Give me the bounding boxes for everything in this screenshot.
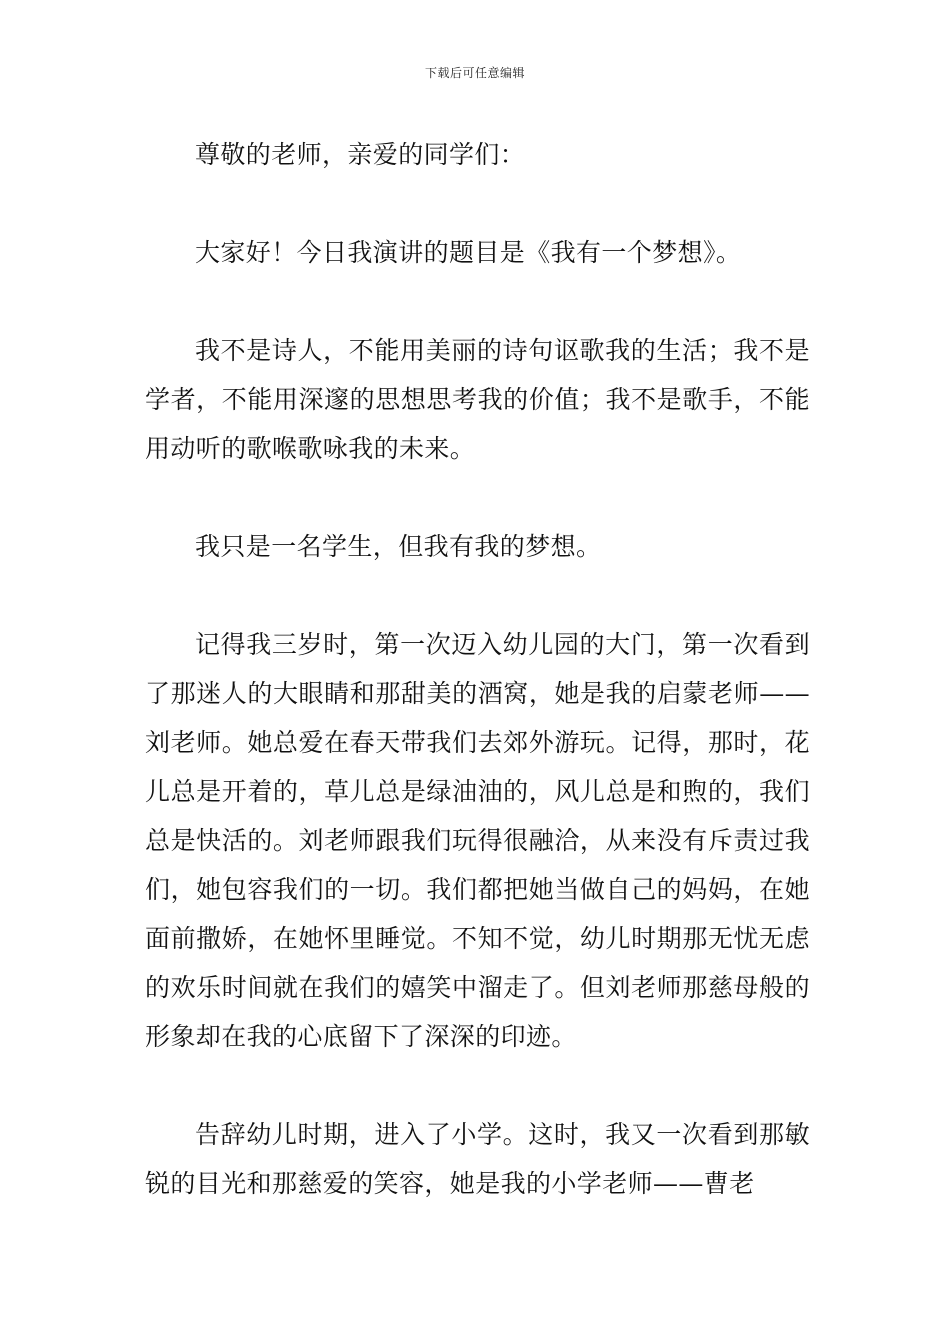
salutation-paragraph: 尊敬的老师，亲爱的同学们： <box>195 140 526 169</box>
paragraph-gap <box>145 571 810 620</box>
kindergarten-memory-paragraph: 记得我三岁时，第一次迈入幼儿园的大门，第一次看到了那迷人的大眼睛和那甜美的酒窝，她是我的启蒙老师——刘老师。她总爱在春天带我们去郊外游玩。记得，那时，花儿总是开着的，草儿总是绿油油的，风儿总是和煦的，我们总是快活的。刘老师跟我们玩得很融洽，从来没有斥责过我们，她包容我们的一切。我们都把她当做自己的妈妈，在她面前撒娇，在她怀里睡觉。不知不觉，幼儿时期那无忧无虑的欢乐时间就在我们的嬉笑中溜走了。但刘老师那慈母般的形象却在我的心底留下了深深的印迹。 <box>145 630 810 1051</box>
paragraph-gap <box>145 179 810 228</box>
student-dream-paragraph: 我只是一名学生，但我有我的梦想。 <box>195 532 602 561</box>
paragraph-gap <box>145 473 810 522</box>
intro-paragraph: 我不是诗人，不能用美丽的诗句讴歌我的生活；我不是学者，不能用深邃的思想思考我的价值；我不是歌手，不能用动听的歌喉歌咏我的未来。 <box>145 336 810 463</box>
document-body <box>145 130 810 1208</box>
paragraph-gap <box>145 277 810 326</box>
paragraph-gap <box>145 1061 810 1110</box>
greeting-paragraph: 大家好！今日我演讲的题目是《我有一个梦想》。 <box>195 238 742 267</box>
header-note: 下载后可任意编辑 <box>424 66 525 80</box>
primary-school-paragraph: 告辞幼儿时期，进入了小学。这时，我又一次看到那敏锐的目光和那慈爱的笑容，她是我的小学老师——曹老 <box>145 1120 810 1198</box>
